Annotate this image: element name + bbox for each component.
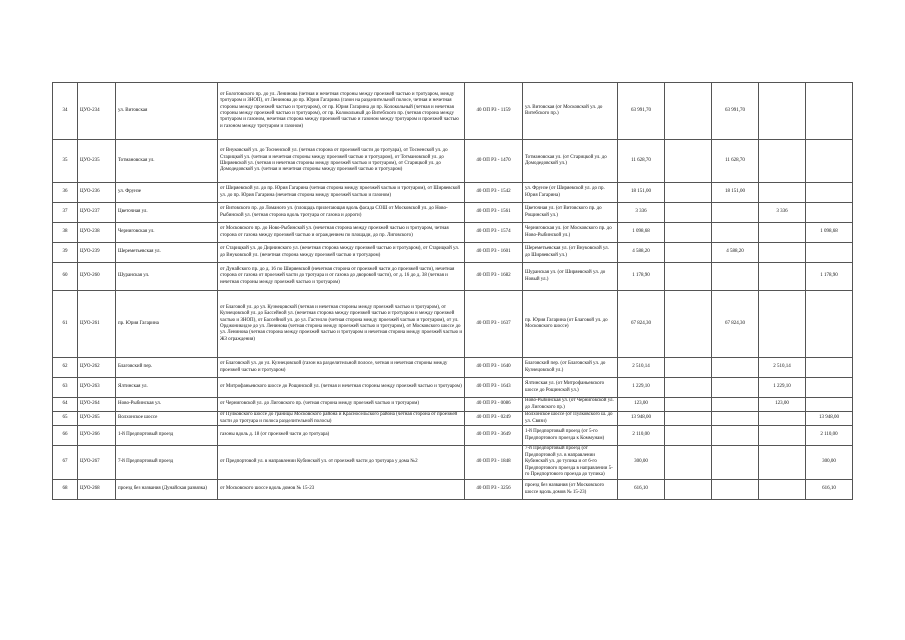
area-col-1 (665, 358, 712, 378)
street-name: Благовский пер. (116, 358, 218, 378)
boundaries-description: от Ширяевской ул. до пр. Юрия Гагарина (четная сторона между проезжей частью и тротуаром), от Ширяевской ул. до пр. Юрия Гагарина (нечетная сторона между проезжей частью и газоном) (218, 183, 465, 203)
table-row (53, 446, 853, 480)
table-row (53, 480, 853, 500)
street-name: Волхонское шоссе (116, 412, 218, 426)
boundaries-description: от Черниговской ул. до Лиговского пр. (четная сторона между проезжей частью и тротуаром) (218, 398, 465, 412)
street-name: Ново-Рыбинская ул. (116, 398, 218, 412)
boundaries-description: от Предпортовой ул. в направлении Кубинской ул. от проезжей части до тротуара у дома №2 (218, 446, 465, 480)
section-name: Волхонское шоссе (от Пулковского ш. до ул. Связи) (523, 412, 618, 426)
object-code: ЦУО-264 (78, 398, 116, 412)
row-number: 68 (53, 480, 78, 500)
area-col-2 (712, 263, 759, 291)
area-col-4: 1 178,90 (806, 263, 853, 291)
registry-number: 40 ОП РЗ - 1637 (465, 291, 523, 358)
area-col-4 (806, 358, 853, 378)
object-code: ЦУО-267 (78, 446, 116, 480)
section-name: Шуранская ул. (от Ширяевской ул. до Новый ул.) (523, 263, 618, 291)
row-number: 36 (53, 183, 78, 203)
area-col-4 (806, 291, 853, 358)
area-col-3: 123,00 (759, 398, 806, 412)
object-code: ЦУО-236 (78, 183, 116, 203)
object-code: ЦУО-262 (78, 358, 116, 378)
row-number: 61 (53, 291, 78, 358)
area-col-3 (759, 412, 806, 426)
area-col-1 (665, 223, 712, 243)
row-number: 63 (53, 378, 78, 398)
section-name: ул. Фрунзе (от Ширяевской ул. до пр. Юрия Гагарина) (523, 183, 618, 203)
registry-number: 40 ОП РЗ - 1643 (465, 378, 523, 398)
area-col-4 (806, 183, 853, 203)
section-name: проезд без названия (от Московского шоссе вдоль домов № 15-23) (523, 480, 618, 500)
area-col-4 (806, 140, 853, 183)
street-name: Шереметьевская ул. (116, 243, 218, 263)
area-col-4: 300,00 (806, 446, 853, 480)
area-col-3 (759, 291, 806, 358)
area-col-1 (665, 83, 712, 140)
area-col-3 (759, 426, 806, 446)
table-row (53, 203, 853, 223)
registry-number: 40 ОП РЗ - 1574 (465, 223, 523, 243)
row-number: 64 (53, 398, 78, 412)
section-name: ул. Витовская (от Московской ул. до Витебского пр.) (523, 83, 618, 140)
area-col-2 (712, 223, 759, 243)
area-total: 2 110,00 (618, 426, 665, 446)
area-total: 2 510,14 (618, 358, 665, 378)
object-code: ЦУО-260 (78, 263, 116, 291)
area-col-2 (712, 426, 759, 446)
registry-number: 40 ОП РЗ - 1601 (465, 243, 523, 263)
area-col-3 (759, 223, 806, 243)
street-name: 7-й Предпортовый проезд (116, 446, 218, 480)
boundaries-description: от Митрофаньевского шоссе до Рощинской ул. (четная и нечетная стороны между проезжей частью и тротуаром) (218, 378, 465, 398)
street-name: ул. Витовская (116, 83, 218, 140)
area-col-1 (665, 412, 712, 426)
area-total: 18 151,00 (618, 183, 665, 203)
area-col-1 (665, 203, 712, 223)
street-name: Шуранская ул. (116, 263, 218, 291)
boundaries-description: от Витовского пр. до Ломаного ул. (площадь прилегающая вдоль фасада СОШ от Московской ул. до Ново-Рыбинской ул. (четная сторона вдоль тротуара от газона и дороги) (218, 203, 465, 223)
object-code: ЦУО-237 (78, 203, 116, 223)
registry-number: 40 ОП РЗ - 3256 (465, 480, 523, 500)
area-col-3: 2 510,14 (759, 358, 806, 378)
street-name: Ялтинская ул. (116, 378, 218, 398)
table-row (53, 263, 853, 291)
area-col-2: 67 824,30 (712, 291, 759, 358)
object-code: ЦУО-238 (78, 223, 116, 243)
area-col-2: 63 991,70 (712, 83, 759, 140)
row-number: 38 (53, 223, 78, 243)
boundaries-description: от Старицкой ул. до Дирнинского ул. (нечетная сторона между проезжей частью и тротуаром), от Старицкой ул. до Внуковской ул. (нечетная сторона между проезжей частью и тротуаром) (218, 243, 465, 263)
section-name: Шереметьевская ул. (от Внуковской ул. до Ширяевской ул.) (523, 243, 618, 263)
object-code: ЦУО-235 (78, 140, 116, 183)
registry-number: 40 ОП РЗ - 0249 (465, 412, 523, 426)
area-col-1 (665, 291, 712, 358)
registry-number: 40 ОП РЗ - 1561 (465, 203, 523, 223)
boundaries-description: от Пулковского шоссе до границы Московского района и Красносельского района (четная сторона от проезжей части до тротуара и полоса разделительной полосы) (218, 412, 465, 426)
row-number: 60 (53, 263, 78, 291)
registry-number: 40 ОП РЗ - 1848 (465, 446, 523, 480)
area-col-4 (806, 203, 853, 223)
area-col-3 (759, 183, 806, 203)
table-row (53, 291, 853, 358)
area-col-3: 3 336 (759, 203, 806, 223)
table-row (53, 426, 853, 446)
area-total: 67 824,30 (618, 291, 665, 358)
area-col-1 (665, 263, 712, 291)
boundaries-description: от Благовской ул. до ул. Кузнецовской (газон на разделительной полосе, четная и нечетная стороны между проезжей частью и тротуаром) (218, 358, 465, 378)
area-col-3 (759, 263, 806, 291)
area-col-4 (806, 243, 853, 263)
registry-number: 40 ОП РЗ - 1640 (465, 358, 523, 378)
object-code: ЦУО-234 (78, 83, 116, 140)
area-col-1 (665, 398, 712, 412)
area-col-2 (712, 446, 759, 480)
object-code: ЦУО-266 (78, 426, 116, 446)
table-row (53, 140, 853, 183)
area-total: 3 336 (618, 203, 665, 223)
boundaries-description: от Московского пр. до Ново-Рыбинской ул. (нечетная сторона между проезжей частью и тротуаром, четная сторона от газона между проезжей частью и ограждением по площади, до пр. Лиговского) (218, 223, 465, 243)
area-col-2 (712, 412, 759, 426)
area-total: 1 178,90 (618, 263, 665, 291)
table-row (53, 358, 853, 378)
section-name: 7-й Предпортовый проезд (от Предпортовой ул. в направлении Кубинской ул. до тупика и от 6-го Предпортового проезда в направлении 5-го Предпортового проезда до тупика) (523, 446, 618, 480)
registry-number: 40 ОП РЗ - 1682 (465, 263, 523, 291)
area-col-1 (665, 140, 712, 183)
table-row (53, 378, 853, 398)
area-col-3 (759, 140, 806, 183)
row-number: 39 (53, 243, 78, 263)
section-name: Ново-Рыбинская ул. (от Черниговской ул. до Лиговского пр.) (523, 398, 618, 412)
row-number: 66 (53, 426, 78, 446)
section-name: 1-й Предпортовый проезд (от 5-го Предпортового проезда к Коммунам) (523, 426, 618, 446)
boundaries-description: газоны вдоль д. 18 (от проезжей части до тротуара) (218, 426, 465, 446)
table-row (53, 83, 853, 140)
area-col-1 (665, 480, 712, 500)
roads-table (52, 82, 853, 500)
object-code: ЦУО-268 (78, 480, 116, 500)
area-col-4 (806, 398, 853, 412)
section-name: Тотмановская ул. (от Старицкой ул. до Домодедовской ул.) (523, 140, 618, 183)
area-col-2 (712, 358, 759, 378)
area-col-2 (712, 480, 759, 500)
area-total: 63 991,70 (618, 83, 665, 140)
registry-number: 40 ОП РЗ - 1159 (465, 83, 523, 140)
registry-number: 40 ОП РЗ - 3649 (465, 426, 523, 446)
area-total: 13 948,00 (618, 412, 665, 426)
area-total: 300,00 (618, 446, 665, 480)
area-col-3: 1 229,10 (759, 378, 806, 398)
row-number: 62 (53, 358, 78, 378)
street-name: Тотмановская ул. (116, 140, 218, 183)
boundaries-description: от Внуковской ул. до Тосненской ул. (четная сторона от проезжей части до тротуара), от Тосненской ул. до Старицкой ул. (четная и нечетная стороны между проезжей частью и тротуаром), от Тотмановской ул. до Ширяевской ул. (четная и нечетная стороны между проезжей частью и тротуаром), от Старицкой ул. до Домодедовской ул. (четная и нечетная стороны между проезжей частью и тротуаром) (218, 140, 465, 183)
street-name: ул. Фрунзе (116, 183, 218, 203)
area-col-1 (665, 446, 712, 480)
section-name: пр. Юрия Гагарина (от Благовой ул. до Московского шоссе) (523, 291, 618, 358)
area-total: 11 628,70 (618, 140, 665, 183)
area-col-4 (806, 83, 853, 140)
area-col-3 (759, 480, 806, 500)
row-number: 65 (53, 412, 78, 426)
object-code: ЦУО-265 (78, 412, 116, 426)
boundaries-description: от Болотовского пр. до ул. Ленинова (четная и нечетная стороны между проезжей частью и тротуаром, между тротуаром и ЗНОП), от Ленинова до пр. Юрия Гагарина (газон на разделительной полосе, четная и нечетная стороны между проезжей частью и тротуаром), от пр. Юрия Гагарина до пр. Колокольный (четная и нечетная стороны между проезжей частью и тротуаром), от пр. Колокольный до Витебского пр. (четная сторона между тротуаром и газоном, нечетная сторона между проезжей частью и газоном между тротуаром и проезжей частью и газоном между тротуаром и газоном) (218, 83, 465, 140)
table-row (53, 183, 853, 203)
area-col-1 (665, 426, 712, 446)
area-total: 616,10 (618, 480, 665, 500)
area-col-1 (665, 183, 712, 203)
table-row (53, 243, 853, 263)
registry-number: 40 ОП РЗ - 1470 (465, 140, 523, 183)
area-col-2 (712, 203, 759, 223)
row-number: 37 (53, 203, 78, 223)
area-col-1 (665, 243, 712, 263)
area-col-4 (806, 378, 853, 398)
area-col-2 (712, 378, 759, 398)
area-total: 4 588,20 (618, 243, 665, 263)
row-number: 35 (53, 140, 78, 183)
street-name: Черниговская ул. (116, 223, 218, 243)
area-col-2: 11 628,70 (712, 140, 759, 183)
street-name: проезд без названия (Дунайская развязка) (116, 480, 218, 500)
area-col-3 (759, 446, 806, 480)
street-name: 1-й Предпортовый проезд (116, 426, 218, 446)
object-code: ЦУО-261 (78, 291, 116, 358)
registry-number: 40 ОП РЗ - 1542 (465, 183, 523, 203)
boundaries-description: от Московского шоссе вдоль домов № 15-23 (218, 480, 465, 500)
area-col-2 (712, 398, 759, 412)
object-code: ЦУО-263 (78, 378, 116, 398)
area-col-1 (665, 378, 712, 398)
area-col-4: 1 098,68 (806, 223, 853, 243)
section-name: Благовский пер. (от Благовской ул. до Кузнецовской ул.) (523, 358, 618, 378)
table-row (53, 223, 853, 243)
row-number: 34 (53, 83, 78, 140)
row-number: 67 (53, 446, 78, 480)
area-total: 1 229,10 (618, 378, 665, 398)
area-total: 123,00 (618, 398, 665, 412)
registry-number: 40 ОП РЗ - 0086 (465, 398, 523, 412)
street-name: пр. Юрия Гагарина (116, 291, 218, 358)
table-row (53, 412, 853, 426)
section-name: Черниговская ул. (от Московского пр. до Ново-Рыбинской ул.) (523, 223, 618, 243)
street-name: Цветочная ул. (116, 203, 218, 223)
area-col-3 (759, 243, 806, 263)
boundaries-description: от Дунайского пр. до д. 16 по Ширяевской (нечетная сторона от проезжей части до проезжей части), нечетная сторона от газона от проезжей части до тротуара и от газона до дворовой части), от д. 16 до д. 38 (четная и нечетная стороны между проезжей частью и тротуаром) (218, 263, 465, 291)
object-code: ЦУО-239 (78, 243, 116, 263)
area-col-2: 4 588,20 (712, 243, 759, 263)
table-row (53, 398, 853, 412)
area-col-4: 616,10 (806, 480, 853, 500)
area-total: 1 098,68 (618, 223, 665, 243)
section-name: Ялтинская ул. (от Митрофаньевского шоссе до Рощинской ул.) (523, 378, 618, 398)
section-name: Цветочная ул. (от Витовского пр. до Рощинской ул.) (523, 203, 618, 223)
area-col-2: 18 151,00 (712, 183, 759, 203)
area-col-4: 2 110,00 (806, 426, 853, 446)
area-col-4: 13 948,00 (806, 412, 853, 426)
boundaries-description: от Благовой ул. до ул. Кузнецовской (четная и нечетная стороны между проезжей частью и тротуаром), от Кузнецовской ул. до Бассейной ул. (нечетная сторона между проезжей частью и тротуаром и между проезжей частью и ЗНОП), от Бассейной ул. до ул. Гастелло (четная сторона между проезжей частью и тротуаром), от ул. Орджоникидзе до ул. Ленинова (четная сторона между проезжей частью и тротуаром), от Московского шоссе до ул. Ленинова (четная сторона между проезжей частью и тротуаром и нечетная сторона между проезжей частью и ЖЗ ограждения) (218, 291, 465, 358)
area-col-3 (759, 83, 806, 140)
